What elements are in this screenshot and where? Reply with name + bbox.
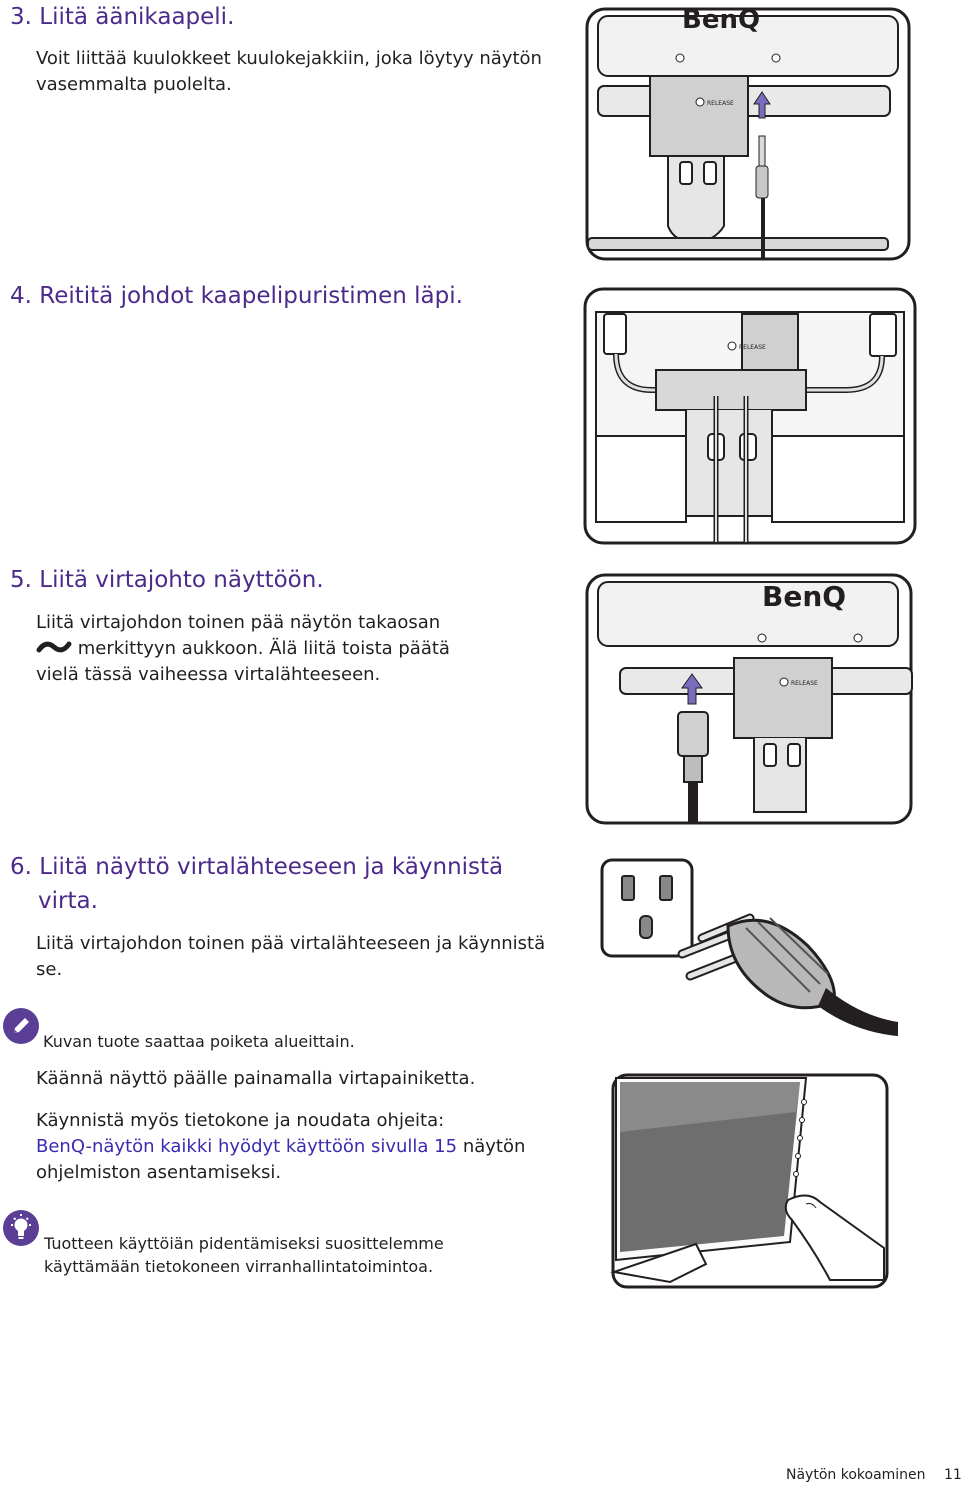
svg-text:RELEASE: RELEASE — [791, 680, 818, 687]
wall-socket-figure — [598, 856, 900, 1036]
step6-heading-1: 6. Liitä näyttö virtalähteeseen ja käynnistä — [10, 854, 504, 880]
step5-text-a: Liitä virtajohdon toinen pää näytön takaosan — [36, 612, 441, 633]
power-button-figure — [610, 1072, 890, 1290]
note-text: Kuvan tuote saattaa poiketa alueittain. — [43, 1032, 355, 1051]
power-button-text: Käännä näyttö päälle painamalla virtapainiketta. — [36, 1068, 476, 1089]
step5-heading: 5. Liitä virtajohto näyttöön. — [10, 567, 324, 593]
pc-text-a: Käynnistä myös tietokone ja noudata ohjeita: — [36, 1110, 445, 1131]
tilde-icon — [36, 638, 72, 656]
step3-heading: 3. Liitä äänikaapeli. — [10, 4, 235, 30]
page-number: 11 — [944, 1467, 962, 1483]
release-label: RELEASE — [707, 100, 734, 107]
lightbulb-icon — [3, 1210, 39, 1246]
svg-text:RELEASE: RELEASE — [739, 344, 766, 351]
pc-instructions — [36, 1108, 536, 1186]
step6-heading-2: virta. — [38, 888, 98, 914]
audio-cable-figure — [584, 6, 912, 264]
step5-text — [36, 610, 476, 688]
brand-logo: BenQ — [682, 5, 761, 35]
tip-text: Tuotteen käyttöiän pidentämiseksi suosittelemme käyttämään tietokoneen virranhallintatoimintoa. — [44, 1234, 444, 1276]
svg-text:BenQ: BenQ — [762, 580, 847, 613]
step4-heading: 4. Reititä johdot kaapelipuristimen läpi. — [10, 283, 463, 309]
footer-title: Näytön kokoaminen — [786, 1467, 926, 1483]
step3-text: Voit liittää kuulokkeet kuulokejakkiin, joka löytyy näytön vasemmalta puolelta. — [36, 48, 542, 95]
pc-text-b: näytön ohjelmiston asentamiseksi. — [36, 1136, 526, 1183]
benq-features-link[interactable]: BenQ-näytön kaikki hyödyt käyttöön sivulla 15 — [36, 1136, 458, 1157]
step6-text: Liitä virtajohdon toinen pää virtalähteeseen ja käynnistä se. — [36, 933, 546, 980]
pencil-icon — [3, 1008, 39, 1044]
power-cord-figure — [584, 572, 914, 826]
step5-text-b: merkittyyn aukkoon. Älä liitä toista päätä vielä tässä vaiheessa virtalähteeseen. — [36, 638, 450, 685]
cable-clamp-figure — [582, 286, 918, 548]
